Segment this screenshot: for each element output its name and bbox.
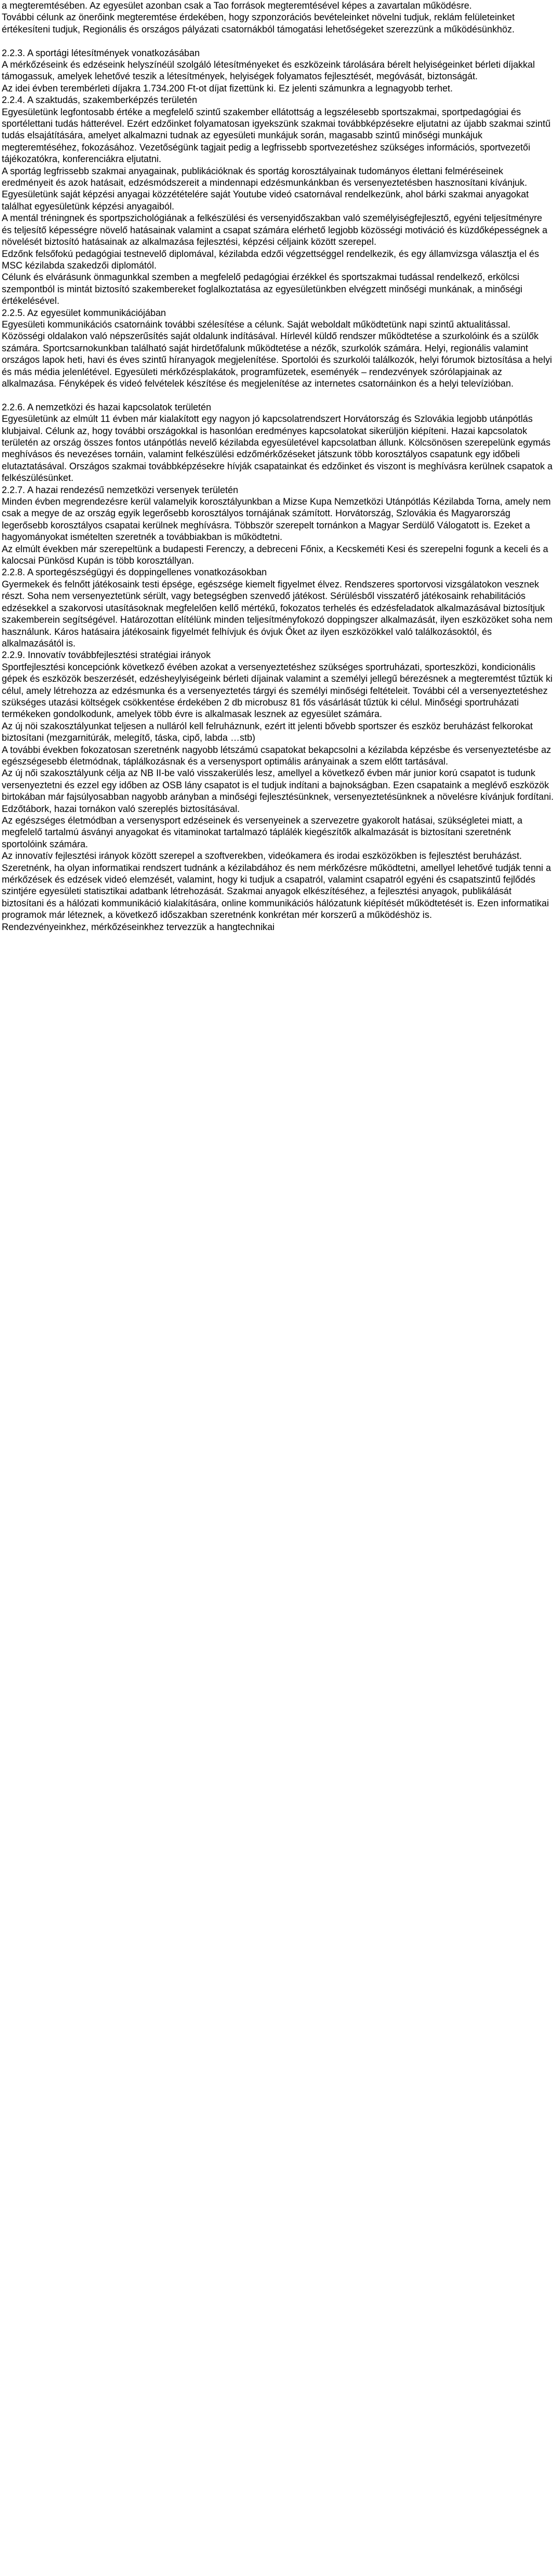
paragraph-international: Egyesületünk az elmúlt 11 évben már kialakított egy nagyon jó kapcsolatrendszert Horvátország és Szlovákia legjobb utánpótlás klubjaival. Célunk az, hogy további országokkal is hasonlóan eredményes kapcsolatokat sikerüljön kiépíteni. Hazai kapcsolatok területén az ország összes fontos utánpótlás nevelő kézilabda egyesületével kapcsolatban állunk. Kölcsönösen szerepelünk egymás meghívásos és nevezéses tornáin, valamint felkészülési edzőmérkőzéseket játszunk több korosztályos csapatunk egy időbeli elutaztatásával. Országos szakmai továbbképzésekre hívják csapatainkat és edzőinket és viszont is meghívásra kerülnek csapatok a felkészülésünket.	[2, 414, 553, 484]
paragraph-expertise: Egyesületünk legfontosabb értéke a megfelelő szintű szakember ellátottság a legszélesebb sportszakmai, sportpedagógiai és sportélettani tudás hátterével. Ezért edzőinket folyamatosan igyekszünk szakmai továbbképzésekre eljutatni az újabb szakmai szintű tudás elsajátítására, amelyet alkalmazni tudnak az egyesületi munkájuk során, magasabb szintű minőségi munkájuk megteremtéséhez, fokozásához. Vezetőségünk tagjait pedig a legfrissebb sportvezetéshez szükséges információs, sportvezetői tájékozatókra, konferenciákra eljutatni.	[2, 106, 551, 165]
paragraph-research: A sportág legfrissebb szakmai anyagainak, publikációknak és sportág korosztályainak tudományos élettani felméréseinek eredményeit és azok hatásait, edzésmódszereit a mindennapi edzésmunkánkban és versenyeztetésben hasznosítani kívánjuk. Egyesületünk saját képzési anyagai közzétételére saját Youtube videó csatornával rendelkezünk, ahol bárki szakmai anyagokat találhat egyesületünk képzési anyagaiból.	[2, 166, 529, 212]
section-heading-2-2-6: 2.2.6. A nemzetközi és hazai kapcsolatok területén	[2, 402, 211, 413]
section-heading-2-2-8: 2.2.8. A sportegészségügyi és doppingellenes vonatkozásokban	[2, 567, 267, 578]
paragraph-women-goals: Az új női szakosztályunk célja az NB II-be való visszakerülés lesz, amellyel a következő évben már junior korú csapatot is tudunk versenyeztetni és ezzel egy időben az OSB lány csapatot is el tudjuk indítani a bajnokságban. Ezen csapataink a meglévő eszközök birtokában már fajsúlyosabban nagyobb arányban a minőségi fejlesztésünknek, versenyeztetésünknek a növelésre kívánjuk fordítani. Edzőtábork, hazai tornákon való szereplés biztosításával.	[2, 768, 554, 814]
document-page	[0, 0, 556, 933]
paragraph-mental-training: A mentál tréningnek és sportpszichológiának a felkészülési és versenyidőszakban való személyiségfejlesztő, egyéni teljesítményre és teljesítő képességre növelő hatásainak valamint a csapat számára elérhető legjobb közösségi motiváció és küzdőképességnek a növelését biztosító hatásainak az alkalmazása fejlesztési, képzési céljaink között szerepel.	[2, 213, 548, 248]
paragraph-supplements: Az egészséges életmódban a versenysport edzéseinek és versenyeinek a szervezetre gyakorolt hatásai, szükségletei miatt, a megfelelő tartalmú ásványi anyagokat és vitaminokat tartalmazó táplálék kiegészítők alkalmazását is biztosítani szeretnénk sportolóink számára.	[2, 815, 522, 850]
paragraph-tournaments: Az elmúlt években már szerepeltünk a budapesti Ferenczy, a debreceni Főnix, a Kecskeméti Kesi és szerepelni fogunk a keceli és a kalocsai Pünkösd Kupán is több korosztállyan.	[2, 543, 548, 567]
section-heading-2-2-5: 2.2.5. Az egyesület kommunikációjában	[2, 307, 166, 318]
paragraph-coach: Edzőnk felsőfokú pedagógiai testnevelő diplomával, kézilabda edzői végzettséggel rendelkezik, és egy államvizsga választja el és MSC kézilabda szakedzői diplomától.	[2, 248, 539, 271]
section-heading-2-2-9: 2.2.9. Innovatív továbbfejlesztési stratégiai irányok	[2, 650, 211, 661]
paragraph-facilities: A mérkőzéseink és edzéseink helyszínéül szolgáló létesítményeket és eszközeink tárolására bérelt helyiségeinket bérleti díjakkal támogassuk, amelyek lehetővé teszik a létesítmények, helyiségek folyamatos fejlesztését, megóvását, biztonságát.	[2, 60, 535, 82]
paragraph-rental-fees: Az idei évben terembérleti díjakra 1.734.200 Ft-ot díjat fizettünk ki. Ez jelenti számunkra a legnagyobb terhet.	[2, 83, 453, 94]
paragraph-mizse-cup: Minden évben megrendezésre kerül valamelyik korosztályunkban a Mizse Kupa Nemzetközi Utánpótlás Kézilabda Torna, amely nem csak a megye de az ország egyik legerősebb korosztályos tornájának számított. Horvátország, Szlovákia és Magyarország legerősebb korosztályos csapatai kerülnek meghívásra. Többször szerepelt tornánkon a Magyar Serdülő Válogatott is. Ezeket a hagyományokat ismételten szeretnék a továbbiakban is működtetni.	[2, 497, 551, 543]
paragraph-communication: Egyesületi kommunikációs csatornáink további szélesítése a célunk. Saját weboldalt működtetünk napi szintű aktualitással. Közösségi oldalakon való népszerűsítés saját oldalunk indításával. Hírlevél küldő rendszer működtetése a szurkolóink és a szülők számára. Sportcsarnokunkban található saját hirdetőfalunk működtetése a nézők, szurkolók számára. Helyi, regionális valamint országos lapok heti, havi és éves szintű híranyagok megjelenítése. Sportolói és szurkolói találkozók, helyi fórumok biztosítása a helyi és más média jelenlétével. Egyesületi mérkőzésplakátok, programfüzetek, eseményék – rendezvények szórólapjainak az alkalmazása. Fényképek és videó felvételek készítése és megjelenítése az internetes csatornáinkon és a helyi televízióban.	[2, 319, 553, 389]
paragraph-further-years: A további években fokozatosan szeretnénk nagyobb létszámú csapatokat bekapcsolni a kézilabda képzésbe és versenyeztetésbe az egészségesebb életmódnak, táplálkozásnak és a versenysport optimális arányainak a szem előtt tartásával.	[2, 744, 551, 767]
paragraph-women-equipment: Az új nöi szakosztályunkat teljesen a nulláról kell felruháznunk, ezért itt jelenti bővebb sportszer és eszköz beruházást felkorokat biztosítani (mezgarnitúrák, melegítő, táska, cipő, labda …stb)	[2, 721, 533, 744]
paragraph-intro-end: a megteremtésében. Az egyesület azonban csak a Tao források megteremtésével képes a zavartalan működésre.	[2, 1, 472, 11]
paragraph-innovation: Sportfejlesztési koncepciónk következő évében azokat a versenyeztetéshez szükséges sportruházati, sporteszközi, kondicionális gépek és eszközök beszerzését, edzésheylyiségeink bérleti díjainak valamint a személyi jellegű bérezésnek a megteremtést tűztük ki célul, amely létrehozza az edzésmunka és a versenyeztetés tárgyi és személyi minőségi feltételeit. További cél a versenyeztetéshez szükséges utazási költségek csökkentése érdekében 2 db microbusz 81 fős vásárlását tűztük ki célul. Minőségi sportruházati termékeken gondolkodunk, amelyek több évre is alkalmasak lesznek az egyesület számára.	[2, 662, 553, 720]
paragraph-events: Rendezvényeinkhez, mérkőzéseinkhez tervezzük a hangtechnikai	[2, 921, 275, 932]
paragraph-it-systems: Az innovatív fejlesztési irányok között szerepel a szoftverekben, videókamera és irodai eszközökben is fejlesztést beruházást. Szeretnénk, ha olyan informatikai rendszert tudnánk a kézilabdához és nem mérkőzésre működtetni, amellyel lehetővé tudják tenni a mérkőzések és edzések videó elemzését, valamint, hogy ki tudjuk a csapatról, valamint csapatról egyéni és csapatszintű fejlődés szintjére egyesületi statisztikai adatbank létrehozását. Szakmai anyagok elkészítéséhez, a fejlesztési anyagok, publikálását biztosítani és a hálózati kommunikáció kialakítására, online kommunikációs hálózatunk kiépítését működtetését is. Ezen informatikai programok már léteznek, a következő időszakban szeretnénk konkrétan mér korszerű a működéshöz is.	[2, 851, 551, 921]
section-heading-2-2-7: 2.2.7. A hazai rendezésű nemzetközi versenyek területén	[2, 484, 239, 495]
paragraph-funding-goals: További célunk az önerőink megteremtése érdekében, hogy szponzorációs bevételeinket növelni tudjuk, reklám felületeinket értékesíteni tudjuk, Regionális és országos pályázati csatornákból támogatási lehetőségeket szerezzünk a működésünkhöz.	[2, 12, 515, 35]
section-heading-2-2-3: 2.2.3. A sportági létesítmények vonatkozásában	[2, 47, 200, 58]
paragraph-health: Gyermekek és felnőtt játékosaink testi épsége, egészsége kiemelt figyelmet élvez. Rendszeres sportorvosi vizsgálatokon vesznek részt. Soha nem versenyeztetünk sérült, vagy betegségben szenvedő játékost. Sérülésből visszatérő játékosaink rehabilitációs edzésekkel a szakorvosi utasításoknak megfelelően kellő mértékű, fokozatos terhelés és edzésfeladatok alkalmazásával biztosítjuk szakemberein segítségével. Határozottan elítélünk minden teljesítményfokozó doppingszer alkalmazását, ilyen eszközöket soha nem használunk. Káros hatásaira játékosaink figyelmét felhívjuk és óvjuk Őket az ilyen eszközökkel való találkozásoktól, és alkalmazásától is.	[2, 579, 553, 649]
paragraph-goals: Célunk és elvárásunk önmagunkkal szemben a megfelelő pedagógiai érzékkel és sportszakmai tudással rendelkező, erkölcsi szempontból is mintát biztosító szakembereket foglalkoztatása az egyesületünkben elvégzett minőségi munkának, a minőségi értékelésével.	[2, 272, 522, 307]
section-heading-2-2-4: 2.2.4. A szaktudás, szakemberképzés területén	[2, 95, 197, 106]
